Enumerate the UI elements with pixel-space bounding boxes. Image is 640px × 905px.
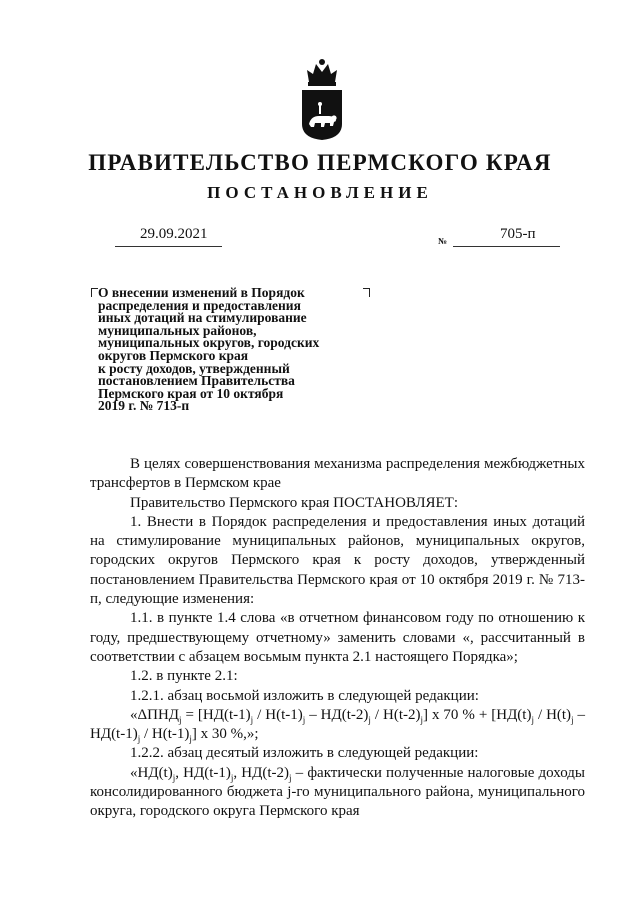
preamble-paragraph: В целях совершенствования механизма распределения межбюджетных трансфертов в Пермском крае [90, 456, 585, 492]
resolution-paragraph: Правительство Пермского края ПОСТАНОВЛЯЕТ: [130, 494, 459, 511]
subject-line: распределения и предоставления [98, 297, 301, 313]
subject-line: О внесении изменений в Порядок [98, 285, 305, 300]
subject-line: к росту доходов, утвержденный [98, 360, 290, 376]
subject-bracket-left [91, 288, 98, 297]
coat-of-arms-icon [299, 58, 345, 142]
item-1-paragraph: 1. Внести в Порядок распределения и предоставления иных дотаций на стимулирование муниципальных районов, муниципальных округов, городских округов Пермского края к росту доходов, утвержденный постановлением Правительства Пермского края от 10 октября 2019 г. № 713-п, следующие изменения: [90, 513, 585, 608]
document-number: 705-п [500, 226, 536, 242]
number-label: № [438, 236, 448, 246]
subject-line: иных дотаций на стимулирование [98, 310, 307, 326]
item-1-2-1-paragraph: 1.2.1. абзац восьмой изложить в следующей редакции: [130, 687, 479, 704]
subject-line: Пермского края от 10 октября [98, 385, 284, 401]
subject-line: округов Пермского края [98, 347, 249, 363]
document-type: ПОСТАНОВЛЕНИЕ [207, 183, 433, 202]
date-underline [115, 246, 222, 247]
number-underline [453, 246, 560, 247]
definition-paragraph: «$НД(t)_j$, $НД(t-1)_j$, $НД(t-2)_j$ – фактически полученные налоговые доходы консолидированного бюджета j-го муниципального района, муниципального округа, городского округа Пермского края [90, 764, 586, 820]
item-1-1-paragraph: 1.1. в пункте 1.4 слова «в отчетном финансовом году по отношению к году, предшествующему отчетному» заменить словами «, рассчитанный в соответствии с абзацем восьмым пункта 2.1 настоящего Порядка»; [90, 610, 585, 665]
document-subject [98, 287, 373, 413]
document-body [90, 455, 585, 822]
document-date: 29.09.2021 [140, 226, 208, 242]
government-title: ПРАВИТЕЛЬСТВО ПЕРМСКОГО КРАЯ [88, 150, 552, 175]
formula-paragraph: «$\Delta ПНД_j = [НД(t-1)_j / Н(t-1)_j - НД(t-2)_j / Н(t-2)_j]$ x 70 % + $[НД(t)_j / Н(t)_j - НД(t-1)_j / Н(t-1)_j]$ x 30 %,»; [90, 706, 586, 745]
item-1-2-2-paragraph: 1.2.2. абзац десятый изложить в следующей редакции: [130, 745, 479, 762]
subject-line: муниципальных районов, [98, 322, 257, 338]
subject-line: постановлением Правительства [98, 373, 295, 389]
subject-line: 2019 г. № 713-п [98, 398, 190, 414]
subject-line: муниципальных округов, городских [98, 335, 320, 351]
item-1-2-paragraph: 1.2. в пункте 2.1: [130, 668, 238, 685]
